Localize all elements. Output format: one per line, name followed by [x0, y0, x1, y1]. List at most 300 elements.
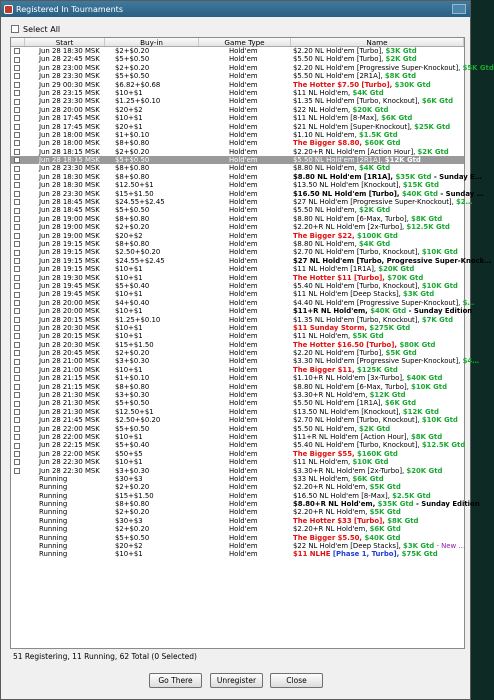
row-checkbox[interactable] [14, 115, 20, 121]
row-checkbox-cell [11, 64, 25, 72]
game-type-cell: Hold'em [229, 265, 258, 274]
name-segment: $8.80 NL Hold'em, [293, 239, 360, 248]
name-segment: $12K Gtd [369, 391, 406, 400]
row-checkbox[interactable] [14, 208, 20, 214]
start-cell: Running [39, 525, 68, 534]
table-row[interactable] [11, 550, 464, 558]
row-checkbox[interactable] [14, 426, 20, 432]
game-type-cell: Hold'em [229, 172, 258, 181]
name-segment: $11 NL Hold'em [1R1A], [293, 265, 379, 274]
table-row[interactable] [11, 534, 464, 542]
name-segment: $11 Sunday Storm, [293, 323, 370, 332]
buyin-cell: $8+$0.80 [115, 382, 150, 391]
buyin-cell: $10+$1 [115, 332, 143, 341]
row-checkbox[interactable] [14, 266, 20, 272]
game-type-cell: Hold'em [229, 424, 258, 433]
start-cell: Jun 28 20:15 MSK [39, 332, 100, 341]
table-row[interactable] [11, 357, 480, 366]
row-checkbox-cell [11, 248, 25, 256]
name-segment: $22 NL Hold'em [Deep Stacks], [293, 542, 404, 551]
row-checkbox[interactable] [14, 107, 20, 113]
row-checkbox[interactable] [14, 359, 20, 365]
row-checkbox-cell [11, 357, 25, 365]
row-checkbox[interactable] [14, 73, 20, 79]
row-checkbox-cell [11, 408, 25, 416]
name-segment: $40K Gtd [364, 533, 401, 542]
name-segment: $125K Gtd [357, 365, 398, 374]
table-row[interactable] [11, 63, 494, 72]
game-type-cell: Hold'em [229, 189, 258, 198]
buyin-cell: $1.25+$0.10 [115, 315, 161, 324]
table-row[interactable] [11, 97, 464, 105]
name-segment: $275K Gtd [369, 323, 411, 332]
table-row[interactable] [11, 89, 464, 97]
row-checkbox[interactable] [14, 283, 20, 289]
name-segment: The Bigger $5.50, [293, 533, 365, 542]
name-segment: $12.5K Gtd [421, 441, 466, 450]
table-row[interactable] [11, 106, 464, 114]
game-type-cell: Hold'em [229, 483, 258, 492]
start-cell: Jun 28 19:15 MSK [39, 239, 100, 248]
table-row[interactable] [11, 425, 464, 433]
name-segment: $1.35 NL Hold'em [Turbo, Knockout], [293, 315, 422, 324]
buyin-cell: $8+$0.80 [115, 172, 150, 181]
table-row[interactable] [11, 433, 464, 441]
name-segment: - New … [434, 542, 466, 551]
name-cell [291, 215, 464, 223]
row-checkbox-cell [11, 173, 25, 181]
table-row[interactable] [11, 55, 464, 63]
name-segment: [Phase 1, Turbo], [332, 550, 402, 559]
name-segment: $11+R NL Hold'em [Action Hour], [293, 432, 411, 441]
start-cell: Running [39, 483, 68, 492]
start-cell: Running [39, 491, 68, 500]
row-checkbox-cell [11, 223, 25, 231]
table-row[interactable] [11, 475, 464, 483]
name-segment: $20K Gtd [406, 466, 443, 475]
game-type-cell: Hold'em [229, 80, 258, 89]
table-row[interactable] [11, 542, 464, 550]
row-checkbox[interactable] [14, 149, 20, 155]
name-segment: $5.50 NL Hold'em [2R1A], [293, 156, 385, 165]
game-type-cell: Hold'em [229, 533, 258, 542]
game-type-cell: Hold'em [229, 441, 258, 450]
name-segment: $10K Gtd [421, 416, 458, 425]
table-row[interactable] [11, 399, 464, 407]
table-row[interactable] [11, 341, 464, 349]
name-segment: $2.20 NL Hold'em [Progressive Super-Knockout], [293, 63, 463, 72]
row-checkbox[interactable] [14, 292, 20, 298]
table-row[interactable] [11, 114, 464, 122]
table-row[interactable] [11, 383, 464, 391]
name-cell [291, 500, 480, 509]
table-row[interactable] [11, 72, 464, 80]
table-row[interactable] [11, 164, 464, 172]
game-type-cell: Hold'em [229, 491, 258, 500]
buyin-cell: $2.50+$0.20 [115, 416, 161, 425]
table-row[interactable] [11, 307, 473, 316]
row-checkbox[interactable] [14, 216, 20, 222]
table-row[interactable] [11, 181, 464, 189]
row-checkbox[interactable] [14, 350, 20, 356]
name-cell [291, 55, 464, 63]
buyin-cell: $10+$1 [115, 323, 143, 332]
name-cell [291, 467, 464, 475]
name-segment: $11 NL Hold'em, [293, 332, 353, 341]
table-row[interactable] [11, 172, 482, 181]
name-segment: $2K Gtd [417, 147, 449, 156]
name-segment: $7K Gtd [421, 315, 454, 324]
name-segment: The Hotter $33 [Turbo], [293, 516, 388, 525]
app-icon [4, 5, 13, 14]
table-row[interactable] [11, 467, 464, 475]
table-row[interactable] [11, 240, 464, 248]
name-cell [291, 458, 464, 466]
row-checkbox-cell [11, 215, 25, 223]
row-checkbox-cell [11, 148, 25, 156]
row-checkbox[interactable] [14, 57, 20, 63]
row-checkbox[interactable] [14, 459, 20, 465]
buyin-cell: $3+$0.30 [115, 357, 150, 366]
buyin-cell: $4+$0.40 [115, 298, 150, 307]
table-row[interactable] [11, 265, 464, 273]
name-cell [291, 383, 464, 391]
row-checkbox[interactable] [14, 434, 20, 440]
start-cell: Jun 28 18:00 MSK [39, 130, 100, 139]
buyin-cell: $10+$1 [115, 273, 143, 282]
row-checkbox[interactable] [14, 233, 20, 239]
table-row[interactable] [11, 416, 464, 424]
name-cell [291, 148, 464, 156]
name-segment: $5K Gtd [352, 332, 384, 341]
name-segment: $21 NL Hold'em [Super-Knockout], [293, 122, 415, 131]
header-start[interactable]: Start [25, 38, 105, 46]
name-segment: $5.40 NL Hold'em [Turbo, Knockout], [293, 441, 422, 450]
game-type-cell: Hold'em [229, 55, 258, 64]
row-checkbox-cell [11, 257, 25, 265]
game-type-cell: Hold'em [229, 130, 258, 139]
game-type-cell: Hold'em [229, 323, 258, 332]
buyin-cell: $1+$0.10 [115, 374, 150, 383]
name-cell [291, 189, 484, 198]
start-cell: Jun 28 22:30 MSK [39, 458, 100, 467]
row-checkbox-cell [11, 299, 25, 307]
name-segment: $5.50 NL Hold'em, [293, 424, 360, 433]
row-checkbox-cell [11, 97, 25, 105]
name-segment: $2K Gtd [359, 424, 391, 433]
table-row[interactable] [11, 458, 464, 466]
name-cell [291, 534, 464, 542]
name-segment: $12K Gtd [384, 156, 421, 165]
table-row[interactable] [11, 139, 464, 147]
table-row[interactable] [11, 282, 464, 290]
row-checkbox[interactable] [14, 392, 20, 398]
game-type-cell: Hold'em [229, 349, 258, 358]
row-checkbox[interactable] [14, 140, 20, 146]
name-segment: $2.20+R NL Hold'em, [293, 525, 370, 534]
name-segment: $8K Gtd [411, 214, 443, 223]
table-row[interactable] [11, 408, 464, 416]
row-checkbox[interactable] [14, 443, 20, 449]
row-checkbox[interactable] [14, 191, 20, 197]
name-cell [291, 240, 464, 248]
status-text: 51 Registering, 11 Running, 62 Total (0 Selected) [13, 652, 197, 661]
name-segment: $6K Gtd [369, 525, 401, 534]
buyin-cell: $24.55+$2.45 [115, 256, 165, 265]
table-row[interactable] [11, 441, 464, 449]
name-segment: $22 NL Hold'em, [293, 105, 353, 114]
select-all-checkbox[interactable] [11, 25, 19, 33]
buyin-cell: $20+$2 [115, 231, 143, 240]
table-row[interactable] [11, 324, 464, 332]
start-cell: Jun 28 20:00 MSK [39, 307, 100, 316]
row-checkbox[interactable] [14, 90, 20, 96]
close-window-icon[interactable] [452, 4, 466, 14]
row-checkbox[interactable] [14, 367, 20, 373]
go-there-button[interactable]: Go There [149, 673, 202, 688]
row-checkbox[interactable] [14, 241, 20, 247]
buyin-cell: $5+$0.50 [115, 533, 150, 542]
row-checkbox[interactable] [14, 308, 20, 314]
table-row[interactable] [11, 198, 473, 207]
name-segment: $4K Gtd [359, 164, 391, 173]
name-segment: $2K Gtd [359, 206, 391, 215]
row-checkbox[interactable] [14, 275, 20, 281]
buyin-cell: $15+$1.50 [115, 340, 154, 349]
row-checkbox[interactable] [14, 132, 20, 138]
game-type-cell: Hold'em [229, 391, 258, 400]
tournament-grid [10, 37, 494, 649]
name-segment: $2… [456, 198, 473, 207]
start-cell: Jun 28 21:15 MSK [39, 382, 100, 391]
row-checkbox[interactable] [14, 157, 20, 163]
name-segment: $1.35 NL Hold'em [Turbo, Knockout], [293, 97, 422, 106]
game-type-cell: Hold'em [229, 156, 258, 165]
name-segment: $2.20 NL Hold'em [Turbo], [293, 47, 386, 55]
table-row[interactable] [11, 206, 464, 214]
row-checkbox-cell [11, 349, 25, 357]
table-row[interactable] [11, 223, 464, 231]
name-segment: $10K Gtd [411, 382, 448, 391]
row-checkbox[interactable] [14, 409, 20, 415]
name-segment: $20K Gtd [352, 105, 389, 114]
row-checkbox[interactable] [14, 333, 20, 339]
table-row[interactable] [11, 298, 475, 307]
game-type-cell: Hold'em [229, 500, 258, 509]
start-cell: Jun 28 19:30 MSK [39, 273, 100, 282]
table-row[interactable] [11, 47, 464, 55]
start-cell: Jun 28 19:15 MSK [39, 256, 100, 265]
name-segment: $2.20+R NL Hold'em, [293, 508, 370, 517]
name-segment: $10K Gtd [421, 281, 458, 290]
buyin-cell: $10+$1 [115, 290, 143, 299]
start-cell: Jun 28 21:45 MSK [39, 416, 100, 425]
row-checkbox[interactable] [14, 65, 20, 71]
table-row[interactable] [11, 517, 464, 525]
row-checkbox[interactable] [14, 300, 20, 306]
row-checkbox[interactable] [14, 224, 20, 230]
game-type-cell: Hold'em [229, 357, 258, 366]
row-checkbox[interactable] [14, 166, 20, 172]
table-row[interactable] [11, 123, 464, 131]
row-checkbox[interactable] [14, 342, 20, 348]
table-row[interactable] [11, 492, 464, 500]
table-row[interactable] [11, 316, 464, 324]
table-row[interactable] [11, 156, 464, 164]
name-segment: The Hotter $7.50 [Turbo], [293, 80, 395, 89]
buyin-cell: $5+$0.40 [115, 281, 150, 290]
name-segment: $2K Gtd [385, 55, 417, 64]
buyin-cell: $2+$0.20 [115, 525, 150, 534]
select-all-label: Select All [23, 24, 61, 34]
name-segment: $100K Gtd [357, 231, 398, 240]
row-checkbox[interactable] [14, 124, 20, 130]
start-cell: Jun 28 21:00 MSK [39, 365, 100, 374]
start-cell: Jun 28 18:30 MSK [39, 181, 100, 190]
row-checkbox-cell [11, 441, 25, 449]
name-cell [291, 81, 464, 89]
table-row[interactable] [11, 366, 464, 374]
row-checkbox[interactable] [14, 317, 20, 323]
row-checkbox-cell [11, 550, 25, 558]
row-checkbox-cell [11, 206, 25, 214]
start-cell: Jun 28 19:45 MSK [39, 281, 100, 290]
game-type-cell: Hold'em [229, 550, 258, 559]
name-cell [291, 366, 464, 374]
name-segment: - Sunday Edition [406, 307, 473, 316]
table-row[interactable] [11, 500, 480, 509]
game-type-cell: Hold'em [229, 466, 258, 475]
table-row[interactable] [11, 525, 464, 533]
row-checkbox[interactable] [14, 48, 20, 54]
table-row[interactable] [11, 374, 464, 382]
name-segment: $11 NL Hold'em [Deep Stacks], [293, 290, 404, 299]
name-segment: - Sunday Edition [413, 500, 480, 509]
name-cell [291, 265, 464, 273]
buyin-cell: $10+$1 [115, 307, 143, 316]
table-row[interactable] [11, 483, 464, 491]
name-segment: $2.20 NL Hold'em [Turbo], [293, 349, 386, 358]
row-checkbox[interactable] [14, 250, 20, 256]
game-type-cell: Hold'em [229, 474, 258, 483]
start-cell: Jun 28 18:30 MSK [39, 47, 100, 55]
row-checkbox[interactable] [14, 174, 20, 180]
table-row[interactable] [11, 349, 464, 357]
name-segment: $2.5K Gtd [392, 491, 431, 500]
name-segment: $8.80 NL Hold'em, [293, 164, 360, 173]
header-name[interactable]: Name [291, 38, 464, 46]
table-row[interactable] [11, 332, 464, 340]
name-cell [291, 483, 464, 491]
row-checkbox[interactable] [14, 182, 20, 188]
row-checkbox[interactable] [14, 199, 20, 205]
select-all[interactable] [11, 23, 60, 35]
name-segment: $2.70 NL Hold'em [Turbo, Knockout], [293, 248, 422, 257]
row-checkbox[interactable] [14, 375, 20, 381]
game-type-cell: Hold'em [229, 365, 258, 374]
name-segment: $35K Gtd [377, 500, 414, 509]
name-segment: $25K Gtd [414, 122, 451, 131]
name-segment: $5.50 NL Hold'em [2R1A], [293, 72, 385, 81]
game-type-cell: Hold'em [229, 458, 258, 467]
close-button[interactable]: Close [270, 673, 323, 688]
name-segment: $6K Gtd [384, 399, 417, 408]
table-row[interactable] [11, 248, 464, 256]
name-cell [291, 63, 494, 72]
row-checkbox-cell [11, 290, 25, 298]
table-row[interactable] [11, 215, 464, 223]
name-segment: $27 NL Hold'em [Progressive Super-Knockout], [293, 198, 456, 207]
row-checkbox[interactable] [14, 417, 20, 423]
table-row[interactable] [11, 189, 484, 198]
start-cell: Jun 28 19:15 MSK [39, 265, 100, 274]
table-row[interactable] [11, 508, 464, 516]
name-cell [291, 316, 464, 324]
game-type-cell: Hold'em [229, 273, 258, 282]
name-cell [291, 399, 464, 407]
name-segment: $5K Gtd [369, 508, 401, 517]
table-row[interactable] [11, 290, 464, 298]
row-checkbox[interactable] [14, 258, 20, 264]
game-type-cell: Hold'em [229, 508, 258, 517]
row-checkbox-cell [11, 433, 25, 441]
buyin-cell: $20+$2 [115, 542, 143, 551]
name-segment: $4K Gtd [359, 239, 391, 248]
title-bar[interactable] [1, 1, 470, 17]
buyin-cell: $2+$0.20 [115, 47, 150, 55]
name-segment: $5.50 NL Hold'em, [293, 206, 360, 215]
table-row[interactable] [11, 148, 464, 156]
game-type-cell: Hold'em [229, 63, 258, 72]
name-segment: $8.80 NL Hold'em [1R1A], [293, 172, 396, 181]
unregister-button[interactable]: Unregister [210, 673, 263, 688]
table-row[interactable] [11, 232, 464, 240]
game-type-cell: Hold'em [229, 542, 258, 551]
name-cell [291, 72, 464, 80]
buyin-cell: $8+$0.80 [115, 164, 150, 173]
game-type-cell: Hold'em [229, 214, 258, 223]
row-checkbox[interactable] [14, 99, 20, 105]
start-cell: Jun 29 00:30 MSK [39, 80, 100, 89]
row-checkbox[interactable] [14, 451, 20, 457]
name-segment: $8.80 NL Hold'em [6-Max, Turbo], [293, 214, 412, 223]
header-buyin[interactable]: Buy-in [105, 38, 199, 46]
name-segment: $11 NL Hold'em [8-Max], [293, 114, 382, 123]
name-cell [291, 475, 464, 483]
header-game-type[interactable]: Game Type [199, 38, 291, 46]
row-checkbox[interactable] [14, 384, 20, 390]
table-row[interactable] [11, 274, 464, 282]
buyin-cell: $10+$1 [115, 458, 143, 467]
table-row[interactable] [11, 131, 464, 139]
table-row[interactable] [11, 256, 492, 265]
name-cell [291, 139, 464, 147]
buyin-cell: $2+$0.20 [115, 349, 150, 358]
row-checkbox-cell [11, 181, 25, 189]
name-segment: $3.30+R NL Hold'em, [293, 391, 370, 400]
row-checkbox[interactable] [14, 401, 20, 407]
table-row[interactable] [11, 450, 464, 458]
game-type-cell: Hold'em [229, 332, 258, 341]
name-segment: $4.40 NL Hold'em [Progressive Super-Knockout], [293, 298, 463, 307]
row-checkbox[interactable] [14, 82, 20, 88]
table-row[interactable] [11, 81, 464, 89]
row-checkbox[interactable] [14, 325, 20, 331]
buyin-cell: $2+$0.20 [115, 483, 150, 492]
row-checkbox[interactable] [14, 468, 20, 474]
table-row[interactable] [11, 391, 464, 399]
buyin-cell: $1.25+$0.10 [115, 97, 161, 106]
